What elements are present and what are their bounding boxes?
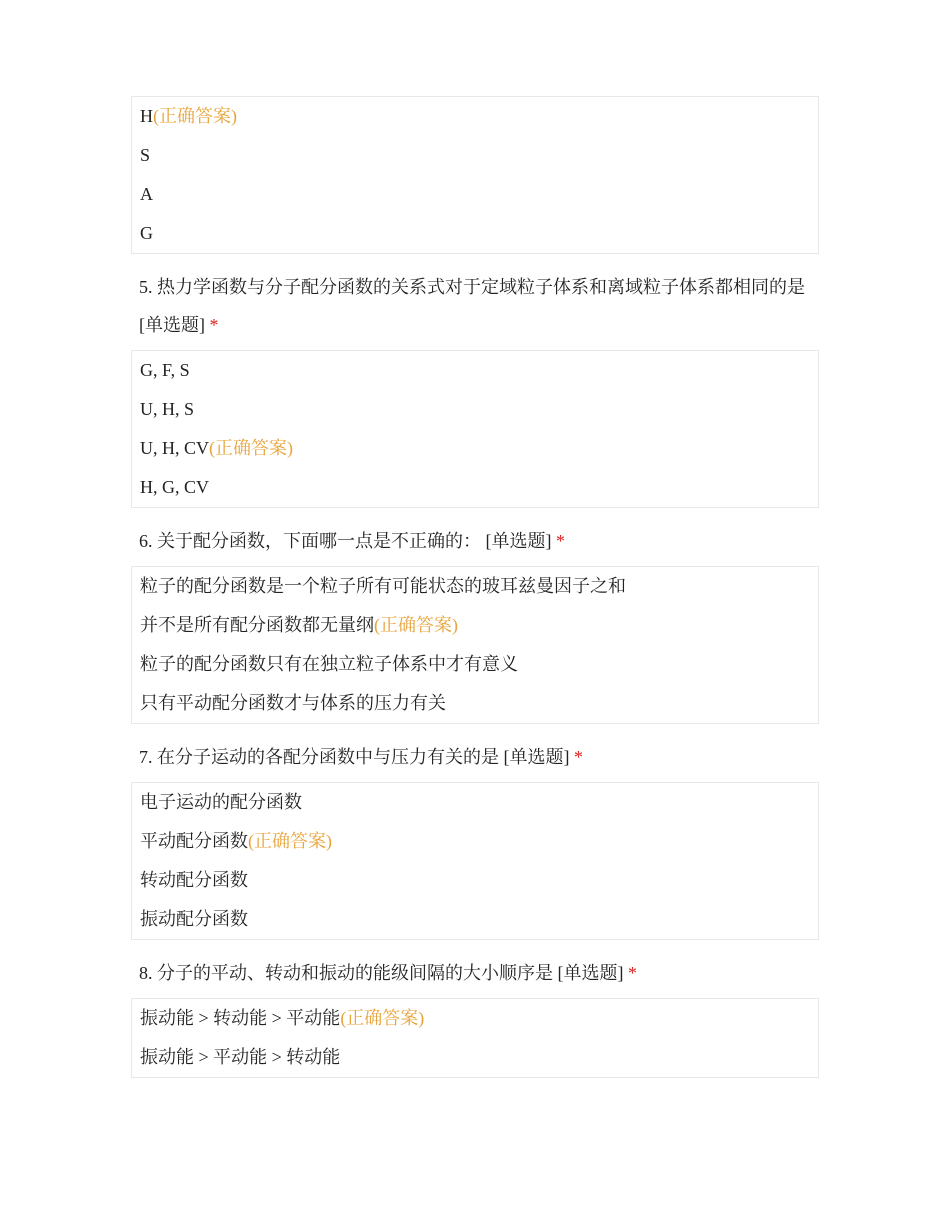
option-item: 电子运动的配分函数 bbox=[140, 792, 302, 812]
option-item: H(正确答案) bbox=[140, 106, 237, 126]
options-box-q4 bbox=[131, 96, 819, 254]
option-item: 转动配分函数 bbox=[140, 870, 248, 890]
option-item: 振动能 > 平动能 > 转动能 bbox=[140, 1047, 341, 1067]
option-item: 振动配分函数 bbox=[140, 909, 248, 929]
option-item: G, F, S bbox=[140, 360, 190, 380]
correct-answer-tag: (正确答案) bbox=[340, 1008, 425, 1028]
options-box-q5 bbox=[131, 350, 819, 508]
question-title-6: 6. 关于配分函数，下面哪一点是不正确的： [单选题] * bbox=[139, 531, 565, 551]
options-box-q7 bbox=[131, 782, 819, 940]
option-item: 振动能 > 转动能 > 平动能(正确答案) bbox=[140, 1008, 425, 1028]
correct-answer-tag: (正确答案) bbox=[209, 438, 294, 458]
option-item: U, H, S bbox=[140, 399, 195, 419]
option-item: H, G, CV bbox=[140, 477, 210, 497]
question-title-7: 7. 在分子运动的各配分函数中与压力有关的是 [单选题] * bbox=[139, 747, 583, 767]
required-mark: * bbox=[628, 963, 637, 983]
option-item: 并不是所有配分函数都无量纲(正确答案) bbox=[140, 615, 458, 635]
required-mark: * bbox=[574, 747, 583, 767]
question-title-5: 5. 热力学函数与分子配分函数的关系式对于定域粒子体系和离域粒子体系都相同的是 [单选题] * bbox=[139, 277, 805, 335]
required-mark: * bbox=[556, 531, 565, 551]
option-item: G bbox=[140, 223, 153, 243]
survey-content bbox=[131, 96, 819, 1078]
correct-answer-tag: (正确答案) bbox=[248, 831, 332, 851]
correct-answer-tag: (正确答案) bbox=[153, 106, 237, 126]
option-item: 平动配分函数(正确答案) bbox=[140, 831, 332, 851]
option-item: U, H, CV(正确答案) bbox=[140, 438, 294, 458]
option-item: 粒子的配分函数是一个粒子所有可能状态的玻耳兹曼因子之和 bbox=[140, 576, 626, 596]
option-item: S bbox=[140, 145, 151, 165]
option-item: 粒子的配分函数只有在独立粒子体系中才有意义 bbox=[140, 654, 518, 674]
option-item: A bbox=[140, 184, 153, 204]
correct-answer-tag: (正确答案) bbox=[374, 615, 458, 635]
required-mark: * bbox=[209, 315, 219, 335]
question-title-8: 8. 分子的平动、转动和振动的能级间隔的大小顺序是 [单选题] * bbox=[139, 963, 637, 983]
option-item: 只有平动配分函数才与体系的压力有关 bbox=[140, 693, 446, 713]
options-box-q6 bbox=[131, 566, 819, 724]
options-box-q8 bbox=[131, 998, 819, 1078]
